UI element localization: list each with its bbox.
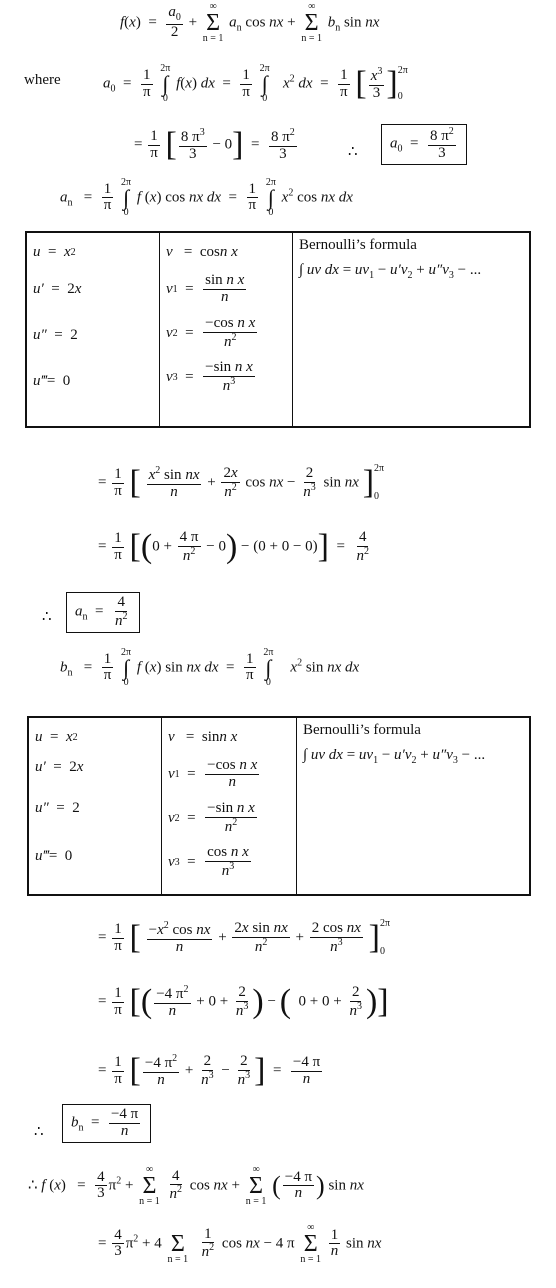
an-result-box: $a_n$ = $\frac{4}{n^2}$ (66, 592, 140, 633)
a0-result-box: $a_0$ = $\frac{8 \pi^2}{3}$ (381, 124, 467, 165)
where-label: where (24, 72, 61, 88)
v-integrals-column: v = sin n x v 1 = $\frac{\text{−cos n x}}{n}$ v 2 = $\frac{\text{−sin n x}}{n^2}$ v 3 = $\frac{\text{cos n x}}{n^3}$ (162, 717, 297, 895)
v-integrals-column: v = cos n x v 1 = $\frac{\text{sin n x}}{n}$ v 2 = $\frac{\text{−cos n x}}{n^2}$ v 3 = $\frac{\text{−sin n x}}{n^3}$ (160, 232, 293, 427)
bn-antiderivative-line: = $\frac{1}{\pi}$ [ $\frac{-x^2 \cos nx}{n}$ + $\frac{\text{2x sin nx}}{n^2}$ + $\frac{\text{2 cos nx}}{n^3}$ ] 2π 0 (98, 918, 391, 957)
an-therefore: ∴ (42, 609, 52, 625)
bn-result-box: $b_n$ = $\frac{-4 \pi}{n}$ (62, 1104, 151, 1143)
an-evaluation-line: = $\frac{1}{\pi}$ [(0 + $\frac{4 \pi}{n^2}$ − 0) − (0 + 0 − 0)] = $\frac{4}{n^2}$ (98, 528, 369, 565)
bn-therefore: ∴ (34, 1124, 44, 1140)
an-integral-line: $a_n$ = $\frac{1}{\pi}$ 2π ∫ 0 f (x) cos nx dx = $\frac{1}{\pi}$ 2π ∫ 0 $x^2$ cos nx dx (60, 177, 353, 219)
bernoulli-formula-cell (293, 232, 531, 427)
bn-evaluation-line: = $\frac{1}{\pi}$ [( $\frac{-4 \pi^2}{n}$ + 0 + $\frac{2}{n^3}$ ) − ( 0 + 0 + $\frac{2}{n^3}$ )] (98, 983, 389, 1020)
an-antiderivative-line: = $\frac{1}{\pi}$ [ $\frac{x^2 \sin nx}{n}$ + $\frac{2x}{n^2}$ cos nx − $\frac{2}{n^3}$ sin nx ] 2π 0 (98, 463, 385, 502)
bernoulli-formula-title: Bernoulli’s formula (299, 237, 417, 253)
bernoulli-formula: ∫ uv dx = $uv_1 - u'v_2 + u''v_3$ − ... (299, 262, 482, 281)
bernoulli-table-bn (27, 716, 531, 896)
therefore-symbol: ∴ (348, 144, 358, 160)
bernoulli-table-an (25, 231, 531, 428)
u-derivatives-column: u = x 2 u′ = 2 x u″ = 2 u‴ = 0 (28, 717, 162, 895)
bn-integral-line: $b_n$ = $\frac{1}{\pi}$ 2π ∫ 0 f (x) sin nx dx = $\frac{1}{\pi}$ 2π ∫ 0 $x^2$ sin nx dx (60, 647, 360, 689)
a0-evaluation-line: = $\frac{1}{\pi}$ [ $\frac{8 \pi^3}{3}$ − 0] = $\frac{8 \pi^2}{3}$ (134, 126, 295, 163)
a0-integral-line: $a_0$ = $\frac{1}{\pi}$ 2π ∫ 0 f(x) dx = $\frac{1}{\pi}$ 2π ∫ 0 $x^2$ dx = $\frac{1}{\pi}$ [ $\frac{x^3}{3}$ ] 2π 0 (103, 63, 408, 105)
final-series-line: ∴ f (x) = $\frac{4}{3}$ $\pi^2$ + ∞ Σ n = 1 $\frac{4}{n^2}$ cos nx + ∞ Σ n = 1 ( $\frac{-4 \pi}{n}$ ) sin nx (28, 1164, 364, 1208)
final-simplified-line: = $\frac{4}{3}$ $\pi^2 + 4$ Σ n = 1 $\frac{1}{n^2}$ cos nx − 4 π ∞ Σ n = 1 $\frac{1}{n}$ sin nx (98, 1222, 382, 1266)
u-derivatives-column: u = x 2 u′ = 2 x u″ = 2 u‴ = 0 (26, 232, 160, 427)
bn-simplified-line: = $\frac{1}{\pi}$ [ $\frac{-4 \pi^2}{n}$ + $\frac{2}{n^3}$ − $\frac{2}{n^3}$ ] = $\frac{-4 \pi}{n}$ (98, 1052, 321, 1089)
bernoulli-formula-cell (297, 717, 531, 895)
fourier-series-equation: f(x) = $\frac{a_0}{2}$ + ∞ Σ n = 1 $a_n$ cos nx + ∞ Σ n = 1 $b_n$ sin nx (120, 1, 380, 45)
bernoulli-formula-title: Bernoulli’s formula (303, 722, 421, 738)
bernoulli-formula: ∫ uv dx = $uv_1 - u'v_2 + u''v_3$ − ... (303, 747, 486, 766)
